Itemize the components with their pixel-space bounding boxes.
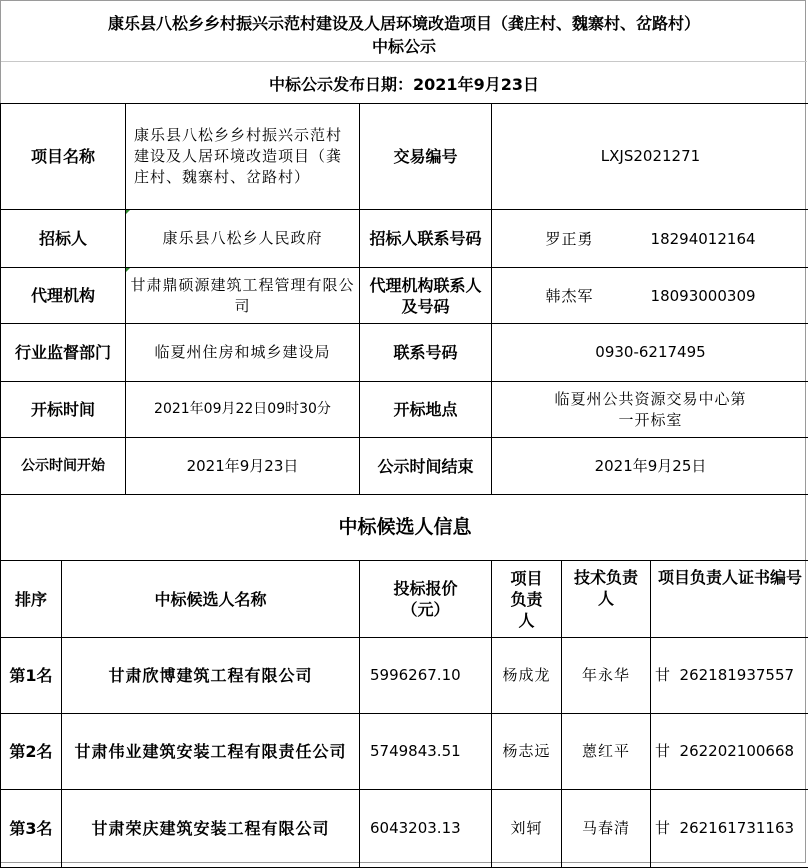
notice-end-value: 2021年9月25日 (492, 438, 808, 495)
info-table (0, 103, 808, 561)
manager-cell: 杨成龙 (492, 638, 562, 714)
tenderer-value: 康乐县八松乡人民政府 (126, 210, 360, 268)
agency-contact-cell (492, 268, 808, 324)
agency-phone-value: 18093000309 (651, 287, 756, 305)
tenderer-phone-label: 招标人联系号码 (360, 210, 492, 268)
tech-cell: 蒽红平 (562, 714, 651, 790)
notice-end-label: 公示时间结束 (360, 438, 492, 495)
open-place-value: 临夏州公共资源交易中心第一开标室 (492, 382, 808, 438)
bid-cell: 6043203.13 (360, 790, 492, 868)
company-name-cell: 甘肃欣博建筑工程有限公司 (62, 638, 360, 714)
table-row (1, 790, 808, 868)
notice-start-label: 公示时间开始 (1, 438, 126, 495)
rank-cell: 第3名 (1, 790, 62, 868)
rank-cell: 第1名 (1, 638, 62, 714)
col-manager-header: 项目负责人 (492, 561, 562, 638)
cert-cell: 甘 262181937557 (651, 638, 808, 714)
cert-cell: 甘 262202100668 (651, 714, 808, 790)
col-rank-header: 排序 (1, 561, 62, 638)
title-line-1: 康乐县八松乡乡村振兴示范村建设及人居环境改造项目（龚庄村、魏寨村、岔路村） (1, 11, 807, 34)
divider (1, 61, 807, 62)
project-name-value: 康乐县八松乡乡村振兴示范村建设及人居环境改造项目（龚庄村、魏寨村、岔路村） (126, 104, 360, 210)
project-name-label: 项目名称 (1, 104, 126, 210)
bid-cell: 5749843.51 (360, 714, 492, 790)
contact-phone-value: 0930-6217495 (492, 324, 808, 382)
tenderer-phone-value: 18294012164 (651, 230, 756, 248)
contact-phone-label: 联系号码 (360, 324, 492, 382)
bid-cell: 5996267.10 (360, 638, 492, 714)
manager-cell: 刘轲 (492, 790, 562, 868)
company-name-cell: 甘肃荣庆建筑安装工程有限公司 (62, 790, 360, 868)
cert-cell: 甘 262161731163 (651, 790, 808, 868)
open-time-value: 2021年09月22日09时30分 (126, 382, 360, 438)
candidates-section-title: 中标候选人信息 (1, 495, 808, 561)
agency-value: 甘肃鼎硕源建筑工程管理有限公司 (126, 268, 360, 324)
tenderer-label: 招标人 (1, 210, 126, 268)
open-place-label: 开标地点 (360, 382, 492, 438)
tech-cell: 马春清 (562, 790, 651, 868)
title-line-2: 中标公示 (1, 34, 807, 57)
table-row (1, 714, 808, 790)
notice-start-value: 2021年9月23日 (126, 438, 360, 495)
agency-phone-label: 代理机构联系人及号码 (360, 268, 492, 324)
col-tech-header: 技术负责人 (562, 561, 651, 638)
supervisor-label: 行业监督部门 (1, 324, 126, 382)
manager-cell: 杨志远 (492, 714, 562, 790)
table-row (1, 638, 808, 714)
col-cert-header: 项目负责人证书编号 (651, 561, 808, 638)
tenderer-contact-cell (492, 210, 808, 268)
tenderer-contact-name: 罗正勇 (545, 229, 645, 250)
agency-contact-name: 韩杰军 (545, 286, 645, 307)
open-time-label: 开标时间 (1, 382, 126, 438)
company-name-cell: 甘肃伟业建筑安装工程有限责任公司 (62, 714, 360, 790)
rank-cell: 第2名 (1, 714, 62, 790)
tech-cell: 年永华 (562, 638, 651, 714)
trade-no-value: LXJS2021271 (492, 104, 808, 210)
col-bid-header: 投标报价（元） (360, 561, 492, 638)
candidates-table (0, 560, 808, 868)
supervisor-value: 临夏州住房和城乡建设局 (126, 324, 360, 382)
publish-date: 中标公示发布日期：2021年9月23日 (1, 72, 807, 95)
trade-no-label: 交易编号 (360, 104, 492, 210)
col-name-header: 中标候选人名称 (62, 561, 360, 638)
agency-label: 代理机构 (1, 268, 126, 324)
